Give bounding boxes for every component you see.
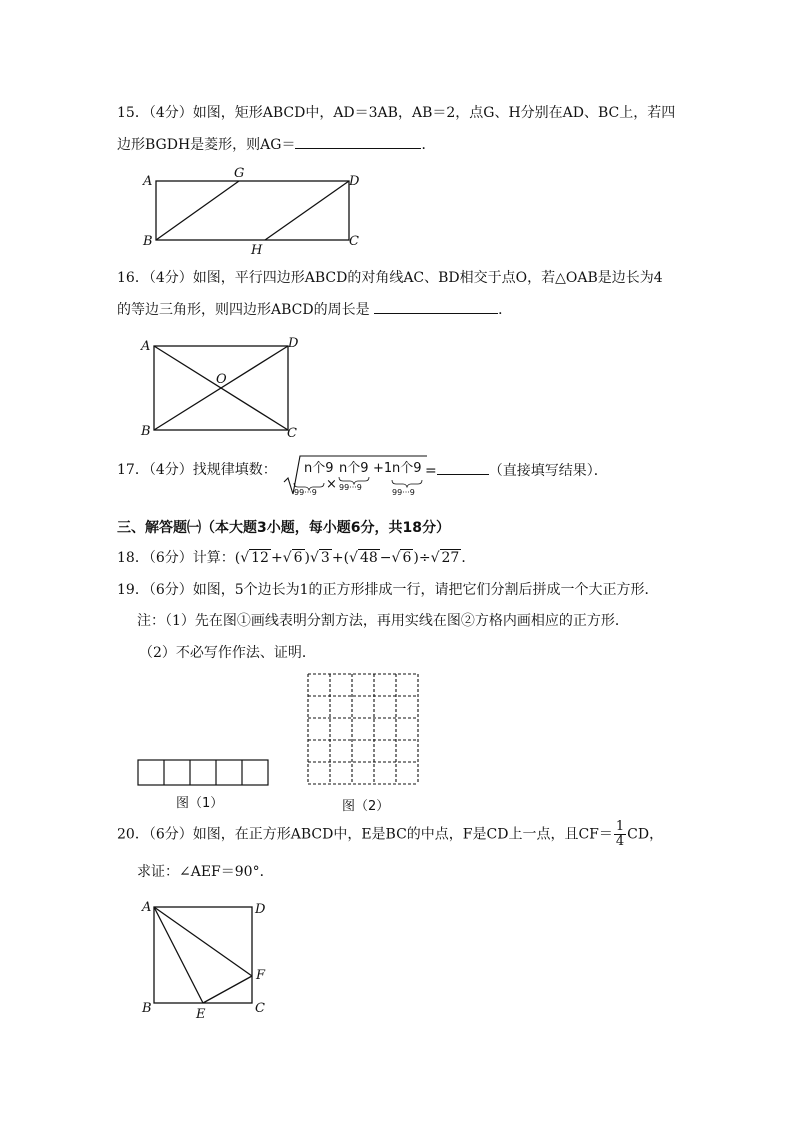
q15-label-d: D	[349, 174, 360, 189]
q20-segment-af	[154, 907, 252, 976]
q19-note1: 注：（1）先在图①画线表明分割方法，再用实线在图②方格内画相应的正方形．	[137, 613, 629, 629]
q20-line1-text: 20．（6分）如图，在正方形ABCD中，E是BC的中点，F是CD上一点，且CF＝	[117, 826, 613, 843]
q18-sqrt3: 3	[320, 550, 330, 566]
q17-term3: n个9	[392, 461, 422, 476]
q15-label-h: H	[251, 243, 263, 255]
q18-sqrt27: 27	[441, 550, 460, 566]
q19-strip-outline	[138, 760, 268, 785]
q17-line	[117, 460, 277, 480]
q18-minus: −	[379, 550, 392, 566]
q18-plus2: +	[331, 550, 344, 566]
q15-line-bg	[156, 181, 239, 240]
q17-under2: 99···9	[339, 483, 362, 492]
q17-answer-blank[interactable]	[437, 460, 489, 475]
q17-eq: =	[425, 463, 437, 479]
q20-label-a: A	[142, 900, 152, 915]
q20-line2: 求证：∠AEF＝90°．	[137, 864, 274, 880]
q15-line2-text: 边形BGDH是菱形，则AG＝	[117, 137, 296, 153]
q16-line1: 16．（4分）如图，平行四边形ABCD的对角线AC、BD相交于点O，若△OAB是边长为4	[117, 270, 663, 286]
q20-line1-end: CD，	[627, 826, 664, 843]
q16-line2	[117, 299, 512, 320]
q15-label-a: A	[143, 174, 153, 189]
q18-sqrt6b: 6	[402, 550, 412, 566]
q18-end: ．	[461, 550, 476, 566]
q16-label-c: C	[287, 426, 297, 441]
q17-under3: 99···9	[392, 488, 415, 497]
section3-title: 三、解答题㈠（本大题3小题，每小题6分，共18分）	[117, 520, 450, 536]
q15-answer-blank[interactable]	[295, 134, 421, 149]
q20-line1	[117, 820, 663, 849]
q18-plus1: +	[270, 550, 283, 566]
q20-label-e: E	[196, 1007, 206, 1022]
q15-label-c: C	[349, 234, 359, 249]
q18-prefix: 18．（6分）计算：	[117, 550, 235, 566]
q18-div: ÷	[418, 550, 431, 566]
q15-rect	[156, 181, 349, 240]
q17-prefix: 17．（4分）找规律填数：	[117, 462, 277, 478]
q15-line-hd	[265, 181, 349, 240]
q17-answer-area	[425, 460, 608, 481]
q16-label-b: B	[141, 424, 151, 439]
q18-sqrt12: 12	[251, 550, 269, 566]
q17-times: ×	[326, 477, 337, 492]
q19-line1: 19．（6分）如图，5个边长为1的正方形排成一行，请把它们分割后拼成一个大正方形．	[117, 582, 659, 598]
q16-label-o: O	[216, 372, 227, 387]
q15-rectangle-figure	[135, 165, 375, 255]
q16-parallelogram-figure	[135, 333, 315, 443]
q20-frac-den: 4	[615, 834, 625, 849]
q18-line: 18．（6分）计算：(√ 12 +√ 6 )√ 3 +(√ 48 −√ 6 )÷√ 27 ．	[117, 550, 476, 566]
q17-term2: n个9	[339, 461, 369, 476]
q18-sqrt6a: 6	[293, 550, 303, 566]
q16-label-a: A	[141, 339, 151, 354]
q17-plus1: +1	[373, 461, 393, 476]
q16-line2-text: 的等边三角形，则四边形ABCD的周长是	[117, 302, 370, 318]
q19-figure2-dashed-grid	[306, 672, 420, 786]
q17-sqrt-expression	[282, 452, 432, 498]
q20-square	[154, 907, 252, 1003]
q15-label-g: G	[234, 166, 245, 181]
q19-note2: （2）不必写作作法、证明．	[139, 645, 316, 661]
q19-figure1-five-squares	[137, 759, 271, 787]
q20-label-c: C	[255, 1001, 265, 1016]
q20-fraction	[614, 820, 626, 849]
q16-label-d: D	[288, 336, 299, 351]
q20-frac-num: 1	[615, 819, 625, 834]
q17-under1: 99···9	[294, 488, 317, 497]
q15-line2	[117, 134, 435, 155]
q20-label-f: F	[256, 968, 266, 983]
q16-line2-end: ．	[498, 302, 513, 318]
q15-line2-end: ．	[421, 137, 436, 153]
q17-term1: n个9	[304, 461, 334, 476]
q19-caption1: 图（1）	[176, 796, 224, 811]
q15-line1: 15．（4分）如图，矩形ABCD中，AD＝3AB，AB＝2，点G、H分别在AD、BC上，若四	[117, 105, 676, 121]
q20-label-d: D	[255, 902, 266, 917]
q16-answer-blank[interactable]	[374, 299, 498, 314]
q19-caption2: 图（2）	[342, 799, 390, 814]
q20-label-b: B	[142, 1001, 152, 1016]
q17-brace3	[392, 480, 422, 487]
q15-label-b: B	[143, 234, 153, 249]
q20-square-figure	[138, 897, 273, 1022]
q18-sqrt48: 48	[359, 550, 378, 566]
q20-segment-ef	[203, 976, 252, 1003]
q17-suffix: （直接填写结果）．	[488, 463, 608, 479]
q20-segment-ae	[154, 907, 203, 1003]
